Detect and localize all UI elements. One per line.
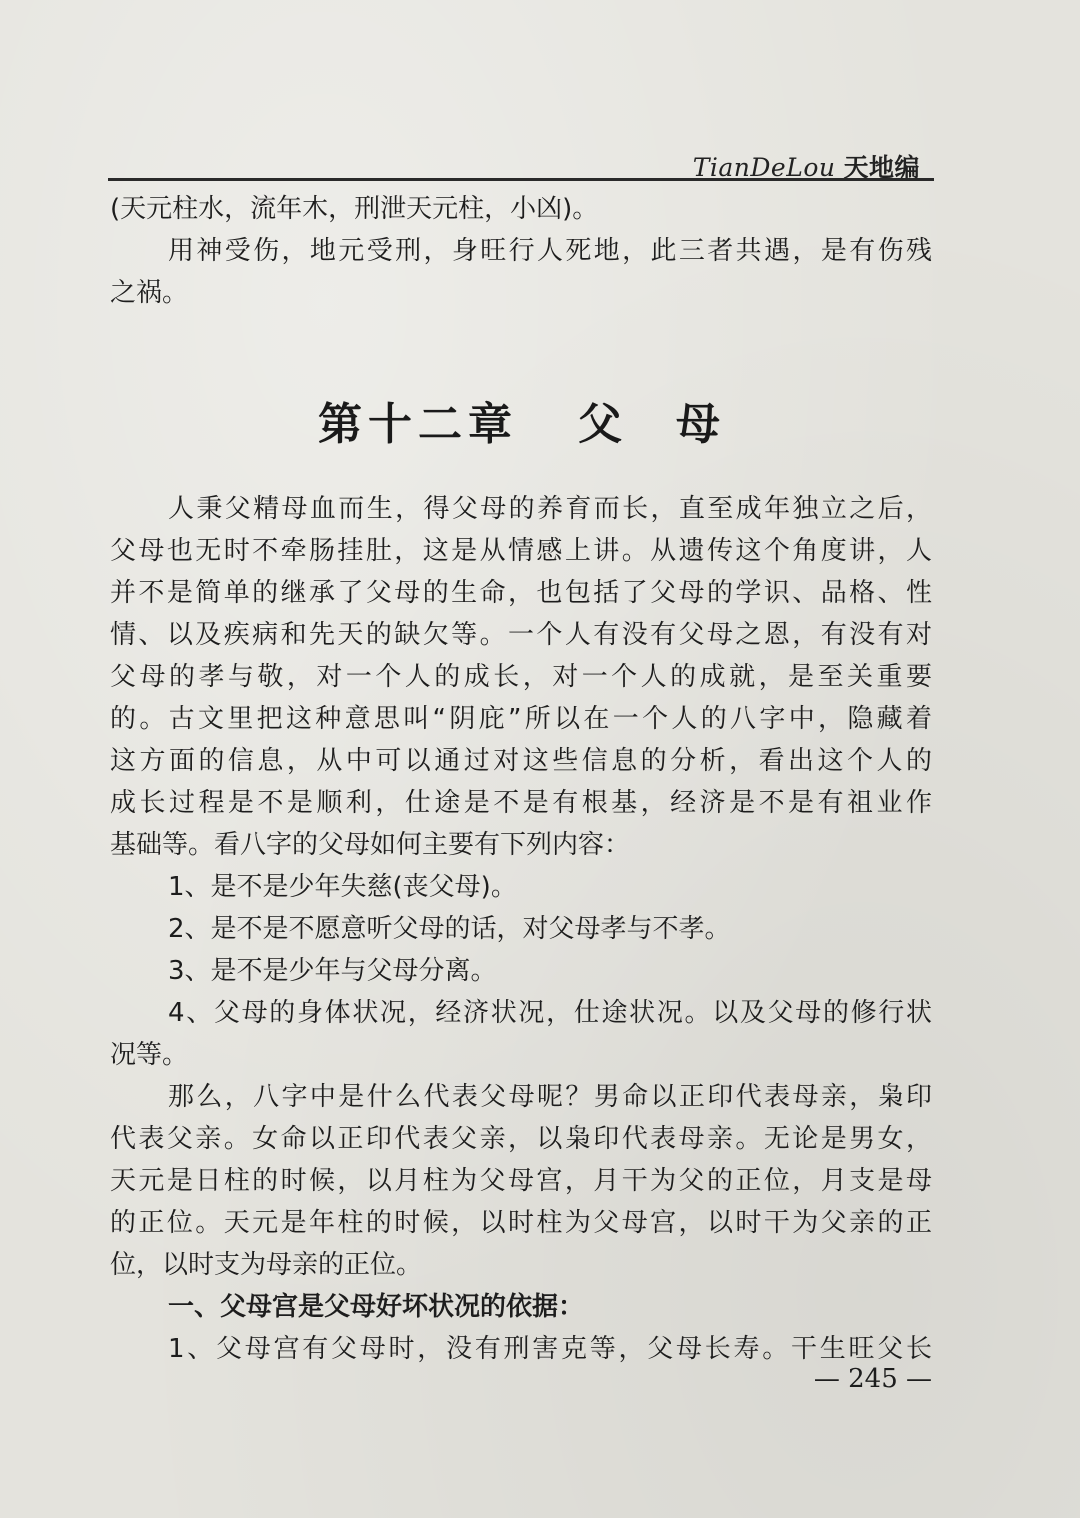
text-line: 1、父母宫有父母时，没有刑害克等，父母长寿。干生旺父长	[168, 1334, 932, 1364]
chapter-number: 第十二章	[318, 399, 518, 450]
chapter-title-mother: 母	[676, 399, 726, 450]
text-line: 人秉父精母血而生，得父母的养育而长，直至成年独立之后，	[168, 494, 932, 524]
text-line: 成长过程是不是顺利，仕途是不是有根基，经济是不是有祖业作	[110, 788, 932, 818]
text-line: 的。古文里把这种意思叫“阴庇”所以在一个人的八字中，隐藏着	[110, 704, 932, 734]
text-line: 况等。	[110, 1040, 189, 1070]
header-rule	[108, 178, 934, 181]
text-line: 之祸。	[110, 278, 189, 308]
page-number: — 245 —	[813, 1364, 932, 1394]
text-line: 父母的孝与敬，对一个人的成长，对一个人的成就，是至关重要	[110, 662, 932, 692]
text-line: (天元柱水，流年木，刑泄天元柱，小凶)。	[110, 194, 599, 224]
list-item: 3、是不是少年与父母分离。	[168, 956, 497, 986]
text-line: 基础等。看八字的父母如何主要有下列内容：	[110, 830, 631, 860]
text-line: 代表父亲。女命以正印代表父亲，以枭印代表母亲。无论是男女，	[110, 1124, 932, 1154]
chapter-title-father: 父	[578, 399, 628, 450]
text-line: 情、以及疾病和先天的缺欠等。一个人有没有父母之恩，有没有对	[110, 620, 932, 650]
text-line: 父母也无时不牵肠挂肚，这是从情感上讲。从遗传这个角度讲，人	[110, 536, 932, 566]
text-line: 位，以时支为母亲的正位。	[110, 1250, 423, 1280]
list-item: 4、父母的身体状况，经济状况，仕途状况。以及父母的修行状	[168, 998, 932, 1028]
chapter-heading	[318, 388, 726, 452]
section-heading: 一、父母宫是父母好坏状况的依据：	[168, 1292, 585, 1322]
text-line: 的正位。天元是年柱的时候，以时柱为父母宫，以时干为父亲的正	[110, 1208, 932, 1238]
text-line: 并不是简单的继承了父母的生命，也包括了父母的学识、品格、性	[110, 578, 932, 608]
list-item: 1、是不是少年失慈(丧父母)。	[168, 872, 517, 902]
text-line: 这方面的信息，从中可以通过对这些信息的分析，看出这个人的	[110, 746, 932, 776]
running-head-latin: TianDeLou	[692, 153, 836, 182]
running-head-chinese: 天地编	[843, 153, 920, 182]
list-item: 2、是不是不愿意听父母的话，对父母孝与不孝。	[168, 914, 731, 944]
text-line: 天元是日柱的时候，以月柱为父母宫，月干为父的正位，月支是母	[110, 1166, 932, 1196]
text-line: 那么，八字中是什么代表父母呢？男命以正印代表母亲，枭印	[168, 1082, 932, 1112]
text-line: 用神受伤，地元受刑，身旺行人死地，此三者共遇，是有伤残	[168, 236, 932, 266]
